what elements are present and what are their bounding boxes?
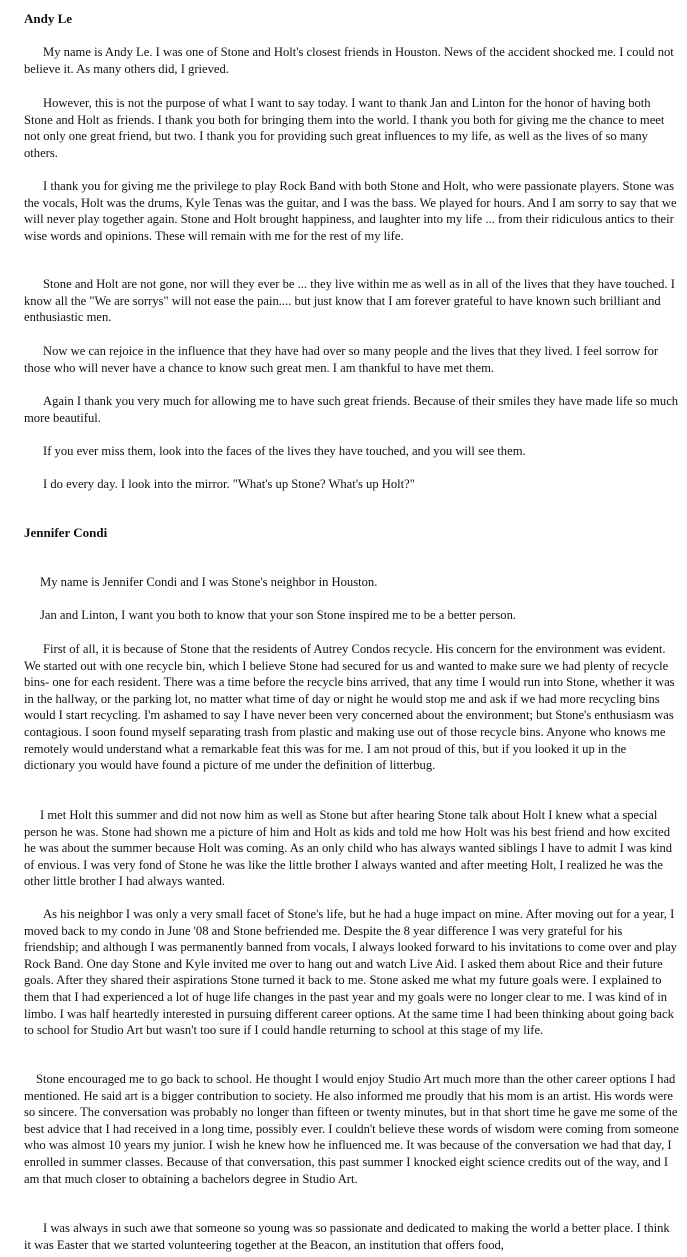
paragraph [24, 1220, 679, 1253]
tribute-section-jennifer-condi [24, 525, 679, 541]
paragraph [24, 443, 679, 460]
section-heading: Andy Le [24, 11, 73, 26]
paragraph-text: Stone encouraged me to go back to school. He thought I would enjoy Studio Art much more than the other career options I had mentioned. He said art is a bigger contribution to society. He also informed me proudly that his mom is an artist. His words were so sincere. The conversation was probably no longer than fifteen or twenty minutes, but in that short time he gave me some of the best advice that I had received in a long time, possibly ever. I couldn't believe these words of wisdom were coming from someone who was almost 10 years my junior. I wish he knew how he influenced me. It was because of the conversation we had that day, I enrolled in summer classes. Because of that conversation, this past summer I knocked eight science credits out of the way, and I am that much closer to obtaining a bachelors degree in Studio Art. [24, 1072, 679, 1186]
paragraph-text: Now we can rejoice in the influence that they have had over so many people and the lives that they lived. I feel sorrow for those who will never have a chance to know such great men. I am thankful to have met them. [24, 344, 659, 375]
paragraph-text: I thank you for giving me the privilege to play Rock Band with both Stone and Holt, who were passionate players. Stone was the vocals, Holt was the drums, Kyle Tenas was the guitar, and I was the bass. We played for hours. And I am sorry to say that we will never play together again. Stone and Holt brought happiness, and laughter into my life ... from their ridiculous antics to their wise words and opinions. These will remain with me for the rest of my life. [24, 179, 677, 243]
paragraph [24, 641, 679, 774]
paragraph-text: I was always in such awe that someone so young was so passionate and dedicated to making the world a better place. I think it was Easter that we started volunteering together at the Beacon, an institution that offers food, [24, 1221, 670, 1252]
paragraph-text: My name is Jennifer Condi and I was Stone's neighbor in Houston. [40, 575, 378, 589]
paragraph-text: Again I thank you very much for allowing me to have such great friends. Because of their smiles they have made life so much more beautiful. [24, 394, 679, 425]
paragraph [24, 44, 679, 77]
paragraph-text: If you ever miss them, look into the faces of the lives they have touched, and you will see them. [43, 444, 526, 458]
paragraph-text: As his neighbor I was only a very small facet of Stone's life, but he had a huge impact on mine. After moving out for a year, I moved back to my condo in June '08 and Stone befriended me. Despite the 8 year difference I was very grateful for his friendship; and although I was permanently banned from vocals, I always looked forward to his invitations to come over and play Rock Band. One day Stone and Kyle invited me over to hang out and watch Live Aid. I asked them about Rice and their future goals. After they shared their aspirations Stone turned it back to me. Stone asked me what my future goals were. I explained to them that I had experienced a lot of huge life changes in the past year and my goals were no longer clear to me. I was kind of in limbo. I was half heartedly interested in pursuing different career options. At the same time I had been thinking about going back to school for Studio Art but wasn't too sure if I could handle returning to school at this stage of my life. [24, 907, 677, 1038]
paragraph [24, 1071, 679, 1187]
paragraph-text: Stone and Holt are not gone, nor will they ever be ... they live within me as well as in all of the lives that they have touched. I know all the "We are sorrys" will not ease the pain.... but just know that I am forever grateful to have known such brilliant and enthusiastic men. [24, 277, 675, 325]
tribute-section-andy-le [24, 11, 679, 27]
paragraph-text: I met Holt this summer and did not now him as well as Stone but after hearing Stone talk about Holt I knew what a special person he was. Stone had shown me a picture of him and Holt as kids and told me how Holt was his best friend and how excited he was about the summer because Holt was coming. As an only child who has always wanted siblings I have to admit I was kind of envious. I was very fond of Stone he was like the little brother I always wanted and after meeting Holt, I realized he was the other little brother I had always wanted. [24, 808, 673, 889]
paragraph [24, 343, 679, 376]
paragraph [24, 476, 679, 493]
paragraph-text: However, this is not the purpose of what I want to say today. I want to thank Jan and Linton for the honor of having both Stone and Holt as friends. I thank you both for bringing them into the world. I thank you both for giving me the chance to meet not only one great friend, but two. I thank you for providing such great influences to my life, as well as the lives of so many others. [24, 96, 665, 160]
paragraph-text: Jan and Linton, I want you both to know that your son Stone inspired me to be a better person. [40, 608, 517, 622]
paragraph [24, 574, 679, 591]
paragraph [24, 276, 679, 326]
paragraph [24, 178, 679, 244]
paragraph [24, 807, 679, 890]
paragraph-text: I do every day. I look into the mirror. "What's up Stone? What's up Holt?" [43, 477, 415, 491]
paragraph [24, 607, 679, 624]
paragraph [24, 393, 679, 426]
paragraph [24, 906, 679, 1039]
paragraph [24, 95, 679, 161]
section-heading: Jennifer Condi [24, 525, 108, 540]
paragraph-text: My name is Andy Le. I was one of Stone and Holt's closest friends in Houston. News of the accident shocked me. I could not believe it. As many others did, I grieved. [24, 45, 674, 76]
paragraph-text: First of all, it is because of Stone that the residents of Autrey Condos recycle. His concern for the environment was evident. We started out with one recycle bin, which I believe Stone had secured for us and wanted to make sure we had plenty of recycle bins- one for each resident. There was a time before the recycle bins arrived, that any time I would run into Stone, whether it was in the hallway, or the parking lot, no matter what time of day or night he would stop me and ask if we had more recycling bins would I start recycling. I'm ashamed to say I have never been very concerned about the environment; but Stone's enthusiasm was contagious. I soon found myself separating trash from plastic and making use out of those recycle bins. Anyone who knows me remotely would understand what a remarkable feat this was for me. I am not proud of this, but if you looked it up in the dictionary you would have found a picture of me under the definition of litterbug. [24, 642, 675, 773]
